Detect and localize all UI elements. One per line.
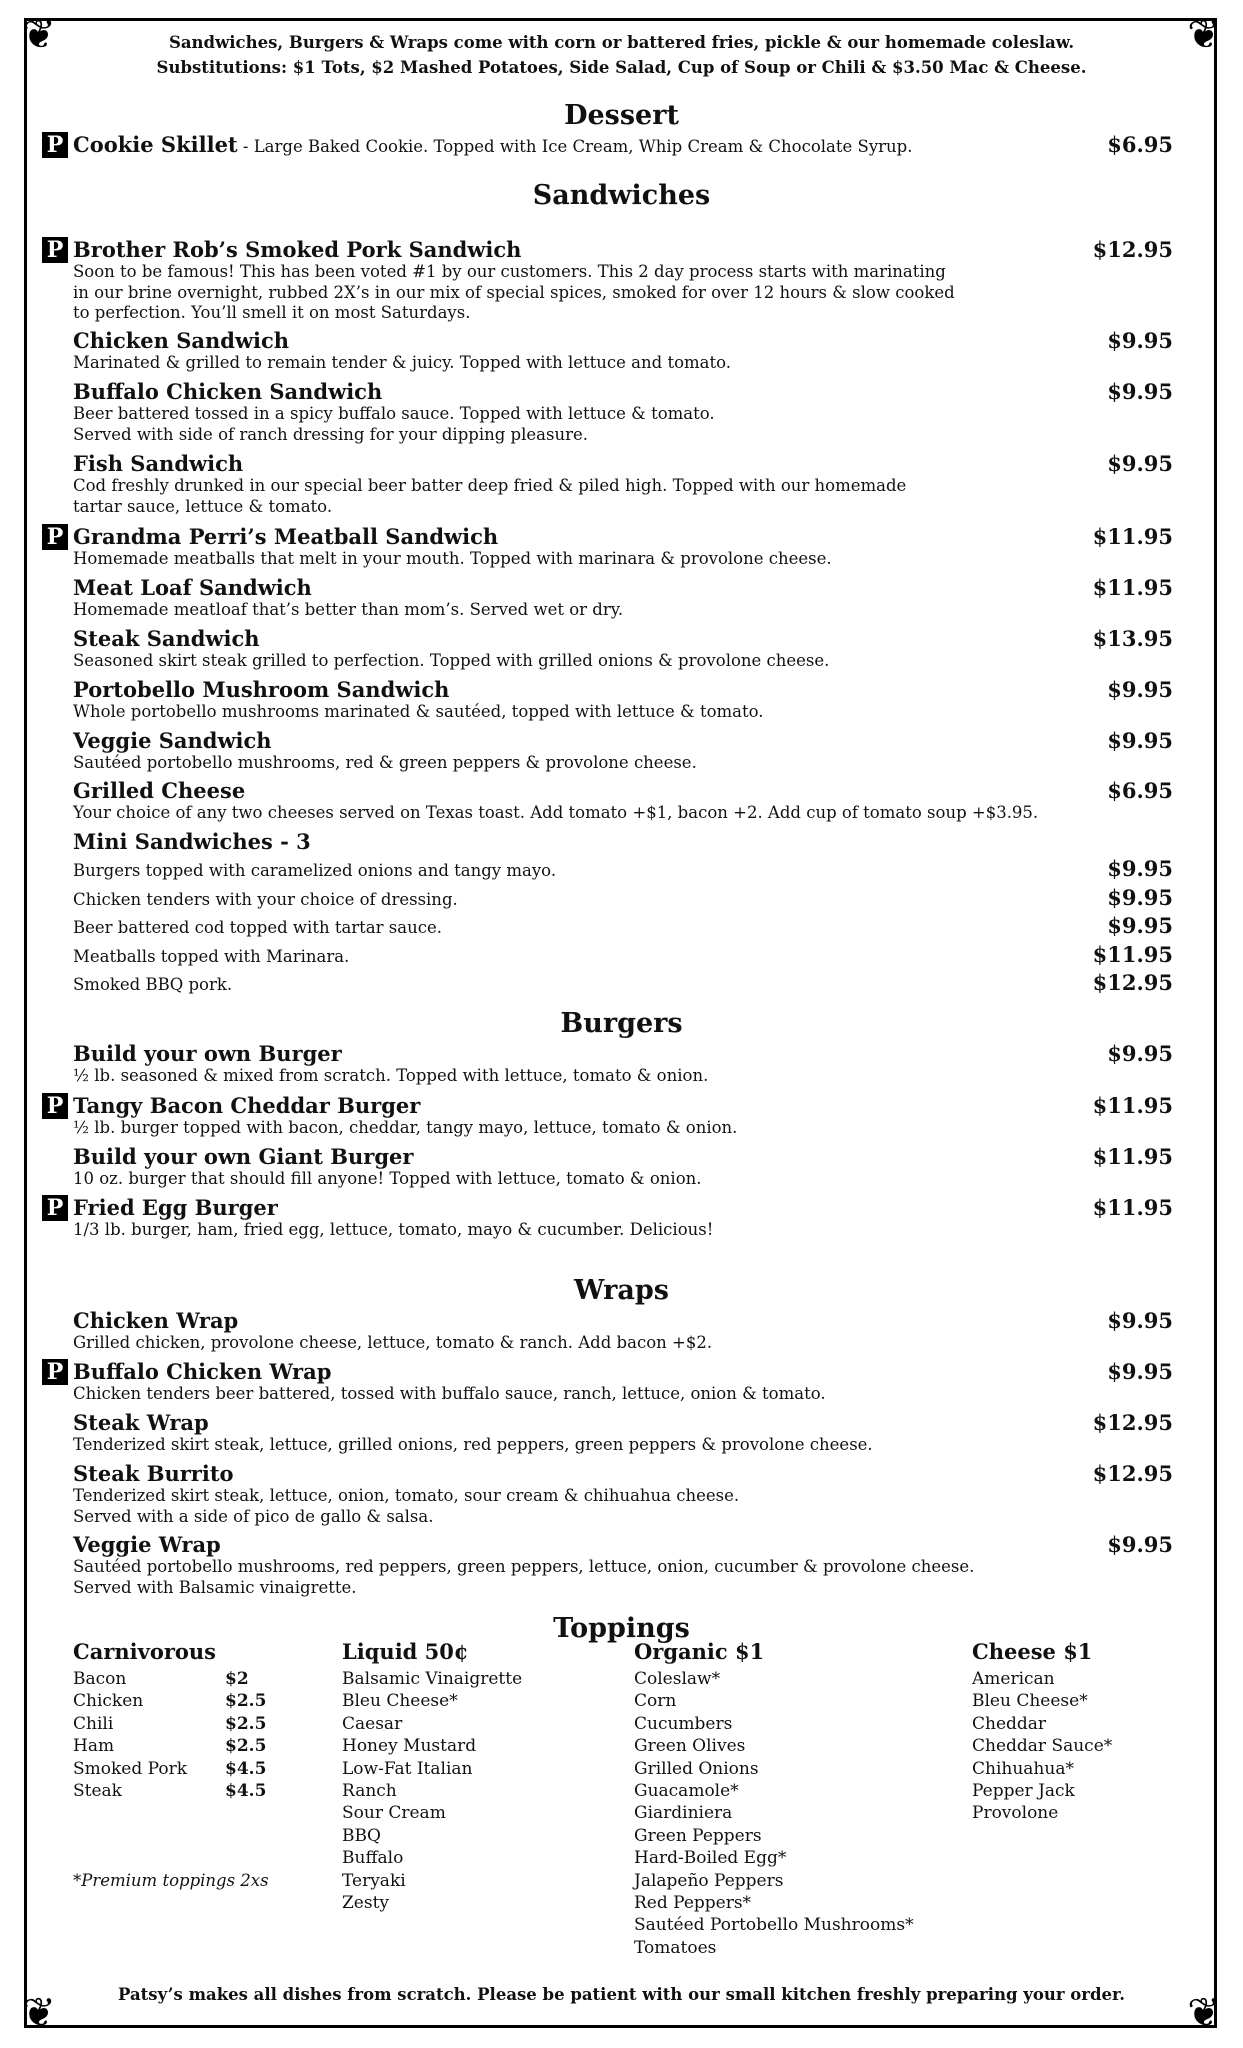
item-price: $11.95: [1092, 1144, 1173, 1169]
item-name: [73, 1145, 1173, 1169]
item-price: $9.95: [1107, 1308, 1173, 1333]
column-title: Liquid 50¢: [342, 1639, 469, 1664]
mini-item-description: Meatballs topped with Marinara.: [73, 947, 350, 966]
item-name: [73, 627, 1173, 651]
menu-item: [73, 576, 1173, 621]
topping-item: Provolone: [972, 1803, 1059, 1824]
topping-item: Green Peppers: [634, 1825, 762, 1846]
menu-item: [73, 380, 1173, 445]
description-line: to perfection. You’ll smell it on most Saturdays.: [73, 303, 471, 322]
topping-name: Ham: [73, 1736, 115, 1757]
menu-item: [73, 1411, 1173, 1456]
item-price: $12.95: [1092, 1410, 1173, 1435]
description-line: Seasoned skirt steak grilled to perfection. Topped with grilled onions & provolone cheese.: [73, 651, 830, 670]
item-name: [73, 1196, 1173, 1220]
menu-item: [73, 238, 1173, 324]
topping-item: Jalapeño Peppers: [634, 1870, 784, 1891]
item-name-text: Veggie Wrap: [73, 1532, 221, 1557]
menu-item: [73, 1042, 1173, 1087]
item-description: [73, 803, 1093, 824]
description-line: Sautéed portobello mushrooms, red peppers, green peppers, lettuce, onion, cucumber & provolone cheese.: [73, 1557, 975, 1576]
menu-item: [73, 1094, 1173, 1139]
item-name-text: Portobello Mushroom Sandwich: [73, 677, 450, 702]
description-line: in our brine overnight, rubbed 2X’s in our mix of special spices, smoked for over 12 hours & slow cooked: [73, 282, 955, 302]
topping-item: Balsamic Vinaigrette: [342, 1669, 523, 1689]
item-name: [73, 1094, 1173, 1118]
mini-item-description: Smoked BBQ pork.: [73, 975, 233, 994]
topping-item: Coleslaw*: [634, 1669, 721, 1689]
item-description: [73, 404, 1093, 445]
section-title: Sandwiches: [532, 180, 711, 211]
item-name: [73, 238, 1173, 262]
topping-name: Smoked Pork: [73, 1758, 188, 1779]
description-line: Served with side of ranch dressing for your dipping pleasure.: [73, 424, 588, 444]
item-name-text: Veggie Sandwich: [73, 728, 272, 753]
item-price: $9.95: [1107, 1532, 1173, 1557]
topping-item: Cucumbers: [634, 1713, 733, 1734]
description-line: tartar sauce, lettuce & tomato.: [73, 496, 333, 516]
item-price: $11.95: [1092, 524, 1173, 549]
item-name-text: Tangy Bacon Cheddar Burger: [73, 1093, 421, 1118]
item-description: [73, 549, 1093, 570]
item-description: [73, 1066, 1093, 1087]
menu-item: [73, 1462, 1173, 1527]
description-line: ½ lb. burger topped with bacon, cheddar, tangy mayo, lettuce, tomato & onion.: [73, 1118, 738, 1137]
topping-item: BBQ: [342, 1825, 381, 1846]
item-name-text: Brother Rob’s Smoked Pork Sandwich: [73, 237, 522, 262]
menu-item: [73, 678, 1173, 723]
topping-item: American: [972, 1669, 1055, 1689]
footer-note: Patsy’s makes all dishes from scratch. Please be patient with our small kitchen freshly preparing your order.: [118, 1985, 1125, 2004]
topping-item: Ranch: [342, 1781, 397, 1802]
item-name: [73, 1411, 1173, 1435]
corner-ornament-icon: ❦: [1187, 12, 1221, 58]
menu-item: [73, 525, 1173, 570]
corner-ornament-icon: ❦: [22, 1990, 56, 2036]
topping-item: Low-Fat Italian: [342, 1758, 473, 1779]
topping-item: Cheddar Sauce*: [972, 1736, 1113, 1757]
mini-item-price: $9.95: [1107, 885, 1173, 910]
topping-item: Zesty: [342, 1893, 390, 1914]
topping-item: Bleu Cheese*: [972, 1691, 1088, 1712]
item-name: [73, 133, 1173, 159]
menu-item: [73, 1360, 1173, 1405]
topping-item: Giardiniera: [634, 1803, 733, 1824]
topping-price: $2.5: [225, 1736, 267, 1757]
topping-item: Chihuahua*: [972, 1758, 1074, 1779]
section-title: Burgers: [560, 1008, 683, 1039]
topping-item: Grilled Onions: [634, 1758, 759, 1779]
menu-item: [73, 779, 1173, 824]
item-name: [73, 729, 1173, 753]
menu-item: [73, 1196, 1173, 1241]
topping-name: Steak: [73, 1781, 122, 1802]
description-line: Served with a side of pico de gallo & salsa.: [73, 1506, 434, 1526]
mini-item-price: $12.95: [1092, 970, 1173, 995]
menu-item: [73, 329, 1173, 374]
item-name-text: Build your own Giant Burger: [73, 1144, 414, 1169]
menu-item: [73, 627, 1173, 672]
item-price: $12.95: [1092, 1461, 1173, 1486]
item-description: [73, 476, 1093, 517]
item-description: [73, 1333, 1093, 1354]
item-description: [73, 1118, 1093, 1139]
topping-list: [972, 1668, 1112, 1825]
menu-header: [0, 30, 1243, 80]
description-line: Served with Balsamic vinaigrette.: [73, 1577, 357, 1597]
topping-name: Bacon: [73, 1669, 127, 1689]
popular-badge-icon: P: [42, 132, 68, 158]
item-description: [73, 702, 1093, 723]
topping-item: Bleu Cheese*: [342, 1691, 458, 1712]
topping-item: Honey Mustard: [342, 1736, 477, 1757]
column-title: Cheese $1: [972, 1639, 1093, 1664]
item-price: $13.95: [1092, 626, 1173, 651]
description-line: Chicken tenders beer battered, tossed with buffalo sauce, ranch, lettuce, onion & tomato.: [73, 1384, 826, 1403]
section-title: Dessert: [564, 100, 679, 131]
item-price: $9.95: [1107, 451, 1173, 476]
description-line: ½ lb. seasoned & mixed from scratch. Topped with lettuce, tomato & onion.: [73, 1066, 709, 1085]
description-line: Homemade meatballs that melt in your mouth. Topped with marinara & provolone cheese.: [73, 549, 832, 568]
item-description: [73, 753, 1093, 774]
item-price: $9.95: [1107, 379, 1173, 404]
item-name-text: Steak Sandwich: [73, 626, 260, 651]
menu-item: [73, 729, 1173, 774]
item-price: $11.95: [1092, 1195, 1173, 1220]
item-name-text: Buffalo Chicken Wrap: [73, 1359, 332, 1384]
topping-price: $4.5: [225, 1758, 267, 1779]
item-name-text: Steak Wrap: [73, 1410, 209, 1435]
description-line: 10 oz. burger that should fill anyone! Topped with lettuce, tomato & onion.: [73, 1169, 702, 1188]
item-name: [73, 452, 1173, 476]
item-name: [73, 1360, 1173, 1384]
topping-price: $4.5: [225, 1781, 267, 1802]
header-line: Sandwiches, Burgers & Wraps come with corn or battered fries, pickle & our homemade coleslaw.: [168, 33, 1075, 52]
item-price: $9.95: [1107, 328, 1173, 353]
item-name-text: Grilled Cheese: [73, 778, 246, 803]
item-price: $11.95: [1092, 1093, 1173, 1118]
corner-ornament-icon: ❦: [22, 12, 56, 58]
topping-price: $2: [225, 1669, 249, 1689]
item-description: [73, 353, 1093, 374]
header-line: Substitutions: $1 Tots, $2 Mashed Potatoes, Side Salad, Cup of Soup or Chili & $3.50 Mac & Cheese.: [156, 58, 1087, 77]
menu-item: [73, 1533, 1173, 1598]
item-description: [73, 1384, 1093, 1405]
description-line: Beer battered tossed in a spicy buffalo sauce. Topped with lettuce & tomato.: [73, 404, 715, 423]
popular-badge-icon: P: [42, 1093, 68, 1119]
topping-item: Caesar: [342, 1713, 403, 1734]
topping-item: Corn: [634, 1691, 677, 1712]
item-name: [73, 1462, 1173, 1486]
item-name-text: Chicken Sandwich: [73, 328, 290, 353]
item-description: [73, 1486, 1093, 1527]
description-line: Soon to be famous! This has been voted #1 by our customers. This 2 day process starts with marinating: [73, 262, 946, 281]
column-title: Organic $1: [634, 1639, 765, 1664]
description-line: Homemade meatloaf that’s better than mom’s. Served wet or dry.: [73, 600, 624, 619]
menu-item: [73, 1145, 1173, 1190]
topping-name: Chili: [73, 1713, 114, 1734]
description-line: Cod freshly drunked in our special beer batter deep fried & piled high. Topped with our homemade: [73, 476, 907, 495]
item-price: $6.95: [1107, 778, 1173, 803]
mini-item-description: Burgers topped with caramelized onions and tangy mayo.: [73, 861, 557, 880]
item-description: [73, 600, 1093, 621]
topping-item: Hard-Boiled Egg*: [634, 1848, 787, 1869]
item-name: [73, 779, 1173, 803]
item-description: [73, 1435, 1093, 1456]
topping-item: Red Peppers*: [634, 1893, 752, 1914]
description-line: Your choice of any two cheeses served on Texas toast. Add tomato +$1, bacon +2. Add cup of tomato soup +$3.95.: [73, 803, 1039, 822]
item-description: [73, 262, 1093, 324]
description-line: Whole portobello mushrooms marinated & sautéed, topped with lettuce & tomato.: [73, 702, 764, 721]
item-name: [73, 380, 1173, 404]
topping-item: [73, 1758, 266, 1780]
topping-item: Tomatoes: [634, 1937, 717, 1958]
item-name: [73, 1042, 1173, 1066]
description-line: Sautéed portobello mushrooms, red & green peppers & provolone cheese.: [73, 753, 697, 772]
topping-price: $2.5: [225, 1713, 267, 1734]
item-name: [73, 329, 1173, 353]
topping-list: [342, 1668, 522, 1914]
topping-item: [73, 1713, 266, 1735]
corner-ornament-icon: ❦: [1187, 1990, 1221, 2036]
topping-item: Sautéed Portobello Mushrooms*: [634, 1915, 914, 1936]
menu-item: [73, 452, 1173, 517]
item-name-text: Build your own Burger: [73, 1041, 342, 1066]
item-name-text: Steak Burrito: [73, 1461, 234, 1486]
topping-item: Cheddar: [972, 1713, 1047, 1734]
mini-item-price: $9.95: [1107, 856, 1173, 881]
item-name-text: Buffalo Chicken Sandwich: [73, 379, 383, 404]
item-name-text: Mini Sandwiches - 3: [73, 829, 311, 854]
item-price: $9.95: [1107, 1041, 1173, 1066]
item-description: [73, 1557, 1093, 1598]
item-price: $9.95: [1107, 1359, 1173, 1384]
topping-item: Sour Cream: [342, 1803, 446, 1824]
topping-price: $2.5: [225, 1691, 267, 1712]
section-title: Wraps: [574, 1275, 669, 1306]
section-title: Toppings: [553, 1613, 690, 1644]
menu-item: [73, 1309, 1173, 1354]
popular-badge-icon: P: [42, 1359, 68, 1385]
topping-list: [73, 1668, 266, 1802]
topping-item: [73, 1735, 266, 1757]
item-name-text: Fried Egg Burger: [73, 1195, 278, 1220]
mini-item-price: $9.95: [1107, 913, 1173, 938]
toppings-liquid: [342, 1640, 522, 1914]
column-title: Carnivorous: [73, 1639, 217, 1664]
item-name: [73, 1533, 1173, 1557]
item-name-text: Grandma Perri’s Meatball Sandwich: [73, 524, 499, 549]
description-line: 1/3 lb. burger, ham, fried egg, lettuce, tomato, mayo & cucumber. Delicious!: [73, 1220, 714, 1239]
item-price: $9.95: [1107, 677, 1173, 702]
toppings-carnivorous: [73, 1640, 266, 1802]
item-price: $11.95: [1092, 575, 1173, 600]
toppings-organic: [634, 1640, 914, 1959]
topping-item: [73, 1780, 266, 1802]
mini-item-description: Beer battered cod topped with tartar sauce.: [73, 918, 442, 937]
description-line: Tenderized skirt steak, lettuce, grilled onions, red peppers, green peppers & provolone cheese.: [73, 1435, 873, 1454]
mini-item-price: $11.95: [1092, 942, 1173, 967]
item-description: - Large Baked Cookie. Topped with Ice Cream, Whip Cream & Chocolate Syrup.: [237, 137, 913, 156]
menu-item: [73, 830, 1173, 854]
premium-note: *Premium toppings 2xs: [73, 1871, 269, 1890]
item-description: [73, 651, 1093, 672]
item-name-text: Fish Sandwich: [73, 451, 244, 476]
description-line: Grilled chicken, provolone cheese, lettuce, tomato & ranch. Add bacon +$2.: [73, 1333, 713, 1352]
item-name: [73, 1309, 1173, 1333]
item-name: [73, 678, 1173, 702]
item-price: $6.95: [1107, 132, 1173, 157]
item-name-text: Meat Loaf Sandwich: [73, 575, 312, 600]
topping-item: Guacamole*: [634, 1781, 739, 1802]
topping-name: Chicken: [73, 1691, 144, 1712]
item-price: $9.95: [1107, 728, 1173, 753]
popular-badge-icon: P: [42, 237, 68, 263]
popular-badge-icon: P: [42, 524, 68, 550]
item-price: $12.95: [1092, 237, 1173, 262]
menu-item: [73, 133, 1173, 159]
topping-item: [73, 1668, 266, 1690]
description-line: Marinated & grilled to remain tender & juicy. Topped with lettuce and tomato.: [73, 353, 732, 372]
item-name: [73, 525, 1173, 549]
mini-item-description: Chicken tenders with your choice of dressing.: [73, 890, 458, 909]
item-description: [73, 1169, 1093, 1190]
item-name: [73, 830, 1173, 854]
topping-item: [73, 1690, 266, 1712]
item-name-text: Cookie Skillet: [73, 132, 238, 157]
toppings-cheese: [972, 1640, 1112, 1825]
item-description: [73, 1220, 1093, 1241]
topping-item: Green Olives: [634, 1736, 746, 1757]
topping-item: Buffalo: [342, 1848, 404, 1869]
description-line: Tenderized skirt steak, lettuce, onion, tomato, sour cream & chihuahua cheese.: [73, 1486, 740, 1505]
topping-item: Pepper Jack: [972, 1781, 1075, 1802]
topping-item: Teryaki: [342, 1870, 406, 1891]
popular-badge-icon: P: [42, 1195, 68, 1221]
item-name: [73, 576, 1173, 600]
topping-list: [634, 1668, 914, 1959]
item-name-text: Chicken Wrap: [73, 1308, 239, 1333]
